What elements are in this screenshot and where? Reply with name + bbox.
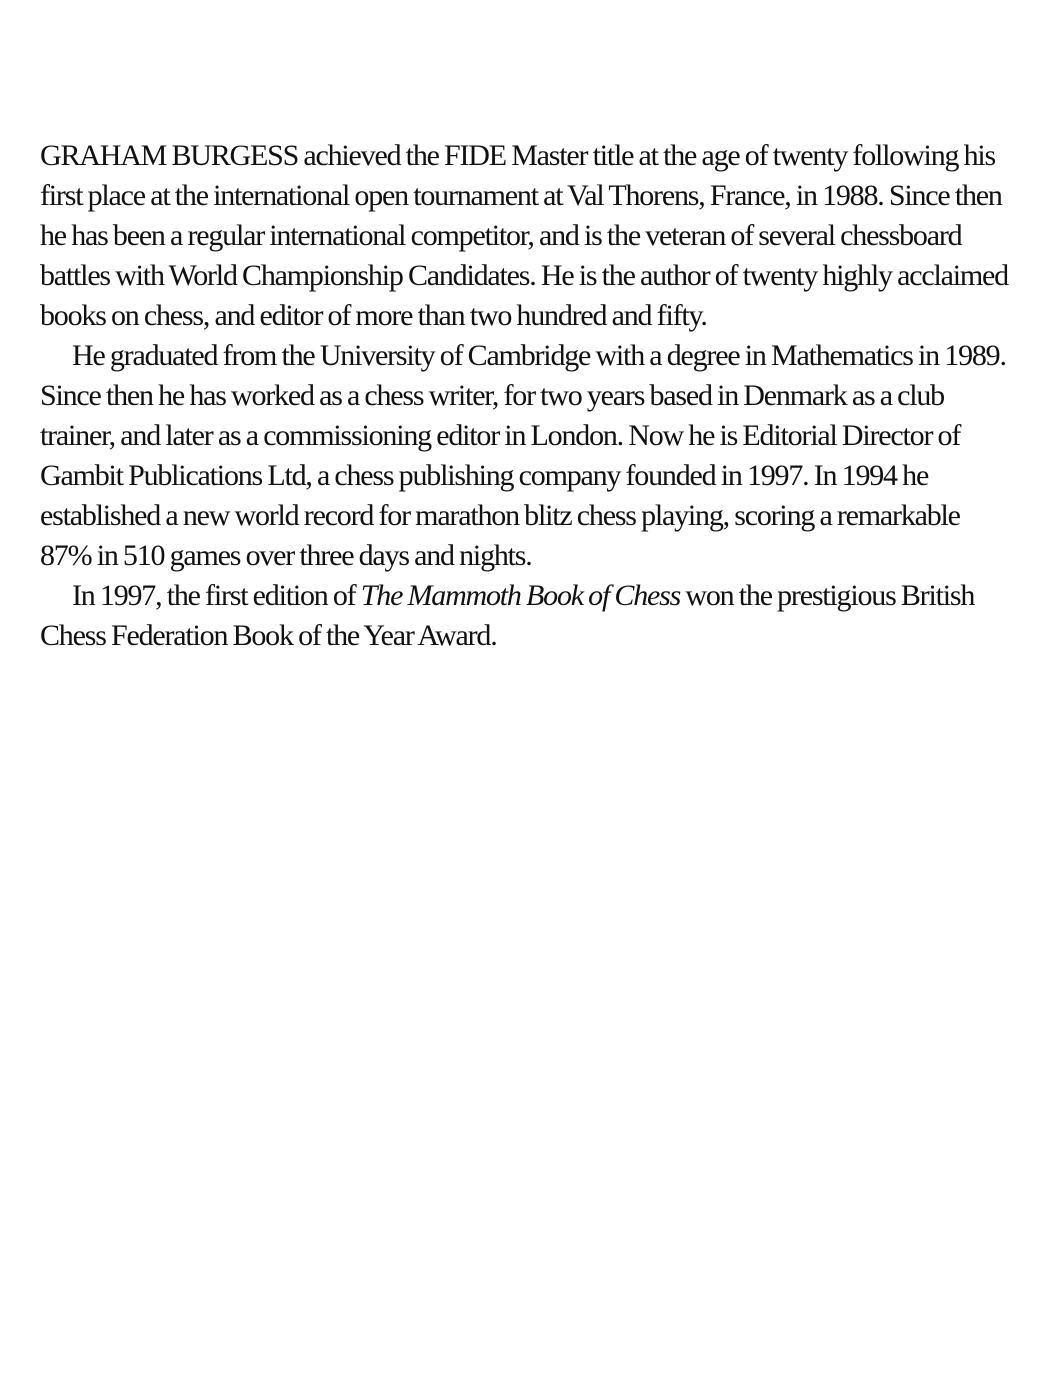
bio-paragraph-1: GRAHAM BURGESS achieved the FIDE Master title at the age of twenty following his first place at the international open tournament at Val Thorens, France, in 1988. Since then he has been a regular international competitor, and is the veteran of several chessboard battles with World Championship Candidates. He is the author of twenty highly acclaimed books on chess, and editor of more than two hundred and fifty. [40, 139, 1008, 332]
bio-paragraph-3-tail: won the prestigious British Chess Federation Book of the Year Award. [40, 579, 975, 652]
bio-paragraph-3-lead: In 1997, the first edition of [72, 579, 361, 612]
bio-paragraph-2: He graduated from the University of Cambridge with a degree in Mathematics in 1989. Since then he has worked as a chess writer, for two years based in Denmark as a club trainer, and later as a commissioning editor in London. Now he is Editorial Director of Gambit Publications Ltd, a chess publishing company founded in 1997. In 1994 he established a new world record for marathon blitz chess playing, scoring a remarkable 87% in 510 games over three days and nights. [40, 339, 1006, 572]
book-title: The Mammoth Book of Chess [360, 579, 681, 612]
author-bio [40, 136, 1015, 656]
bio-paragraph-3 [40, 576, 1015, 656]
